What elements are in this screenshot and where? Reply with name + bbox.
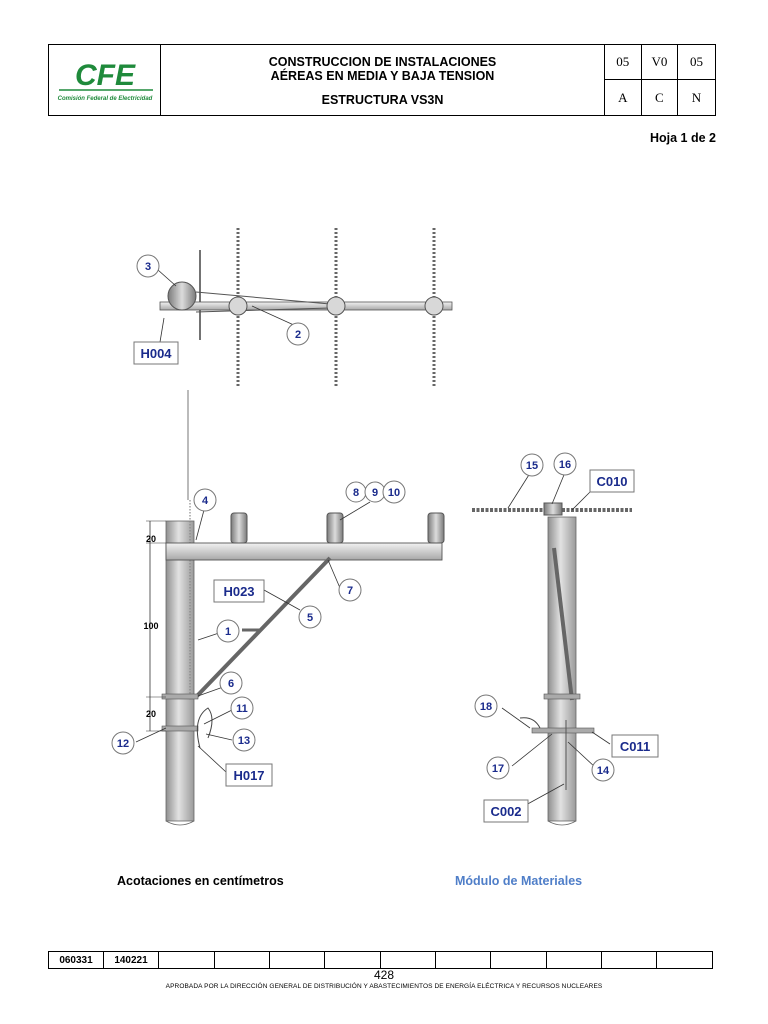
materials-link[interactable]: Módulo de Materiales bbox=[455, 874, 583, 888]
insulator-side-3 bbox=[428, 513, 444, 543]
code-top-1: 05 bbox=[605, 45, 642, 80]
insulator-top-3 bbox=[425, 297, 443, 315]
units-caption: Acotaciones en centímetros bbox=[117, 874, 284, 888]
callout-2 bbox=[287, 323, 309, 345]
revision-cell-6 bbox=[325, 952, 381, 968]
page-number: 428 bbox=[373, 968, 395, 982]
band-lower bbox=[162, 726, 198, 731]
svg-text:H023: H023 bbox=[223, 584, 255, 599]
callout-4 bbox=[194, 489, 216, 511]
svg-text:5: 5 bbox=[306, 612, 314, 624]
code-bottom-1: A bbox=[605, 80, 642, 115]
revision-cell-3 bbox=[159, 952, 215, 968]
callout-8 bbox=[346, 482, 366, 502]
revision-cell-2: 140221 bbox=[104, 952, 159, 968]
callout-7 bbox=[339, 579, 361, 601]
svg-text:7: 7 bbox=[346, 585, 354, 597]
crossarm-side bbox=[166, 543, 442, 560]
callout-1 bbox=[217, 620, 239, 642]
callout-9 bbox=[365, 482, 385, 502]
revision-cell-1: 060331 bbox=[49, 952, 104, 968]
svg-text:14: 14 bbox=[596, 765, 610, 777]
callout-14 bbox=[592, 759, 614, 781]
callout-18 bbox=[475, 695, 497, 717]
insulator-top-1 bbox=[229, 297, 247, 315]
revision-cell-11 bbox=[602, 952, 657, 968]
svg-text:3: 3 bbox=[144, 261, 152, 273]
svg-text:12: 12 bbox=[116, 738, 130, 750]
callout-16 bbox=[554, 453, 576, 475]
pole-top-section bbox=[168, 282, 196, 310]
svg-text:9: 9 bbox=[371, 487, 379, 499]
module-h023 bbox=[214, 580, 264, 602]
band-upper bbox=[162, 694, 198, 699]
svg-text:C010: C010 bbox=[596, 474, 628, 489]
revision-table bbox=[48, 951, 713, 969]
module-c011 bbox=[612, 735, 658, 757]
svg-text:8: 8 bbox=[352, 487, 360, 499]
module-h004 bbox=[134, 342, 178, 364]
svg-text:15: 15 bbox=[525, 460, 539, 472]
ground-connector bbox=[197, 708, 212, 748]
title-line-2: AÉREAS EN MEDIA Y BAJA TENSION bbox=[270, 69, 495, 83]
callout-5 bbox=[299, 606, 321, 628]
svg-text:17: 17 bbox=[491, 763, 505, 775]
callout-17 bbox=[487, 757, 509, 779]
bracket-front bbox=[532, 728, 594, 733]
svg-text:C002: C002 bbox=[490, 804, 522, 819]
module-labels bbox=[134, 342, 658, 822]
callout-12 bbox=[112, 732, 134, 754]
title-line-1: CONSTRUCCION DE INSTALACIONES bbox=[268, 55, 497, 69]
logo-text: CFE bbox=[75, 59, 135, 92]
callout-10 bbox=[383, 481, 405, 503]
dim-100: 100 bbox=[143, 621, 159, 631]
callout-11 bbox=[231, 697, 253, 719]
top-view bbox=[160, 228, 452, 500]
svg-text:18: 18 bbox=[479, 701, 493, 713]
code-top-2: V0 bbox=[642, 45, 679, 80]
module-c010 bbox=[590, 470, 634, 492]
revision-cell-8 bbox=[436, 952, 491, 968]
svg-text:C011: C011 bbox=[619, 739, 651, 754]
revision-cell-10 bbox=[547, 952, 602, 968]
module-c002 bbox=[484, 800, 528, 822]
sheet-number: Hoja 1 de 2 bbox=[650, 131, 716, 145]
side-view bbox=[143, 500, 444, 825]
insulator-side-1 bbox=[231, 513, 247, 543]
band-front-upper bbox=[544, 694, 580, 699]
callout-6 bbox=[220, 672, 242, 694]
logo-subtitle: Comisión Federal de Electricidad bbox=[57, 96, 153, 102]
code-top-3: 05 bbox=[678, 45, 715, 80]
callout-15 bbox=[521, 454, 543, 476]
revision-cell-5 bbox=[270, 952, 325, 968]
svg-text:13: 13 bbox=[237, 735, 251, 747]
svg-text:11: 11 bbox=[236, 703, 248, 715]
svg-text:10: 10 bbox=[387, 487, 401, 499]
revision-cell-4 bbox=[215, 952, 270, 968]
pole-front bbox=[548, 517, 576, 821]
svg-text:16: 16 bbox=[558, 459, 572, 471]
revision-cell-12 bbox=[657, 952, 712, 968]
dim-20-bottom: 20 bbox=[145, 709, 157, 719]
svg-text:H004: H004 bbox=[140, 346, 172, 361]
title-line-3: ESTRUCTURA VS3N bbox=[321, 93, 444, 107]
callout-3 bbox=[137, 255, 159, 277]
svg-text:6: 6 bbox=[227, 678, 235, 690]
approval-note: APROBADA POR LA DIRECCIÓN GENERAL DE DISTRIBUCIÓN Y ABASTECIMIENTOS DE ENERGÍA ELÉCTRICA Y RECURSOS NUCLEARES bbox=[165, 983, 603, 990]
insulator-top-2 bbox=[327, 297, 345, 315]
module-h017 bbox=[226, 764, 272, 786]
svg-text:2: 2 bbox=[294, 329, 302, 341]
revision-cell-9 bbox=[491, 952, 547, 968]
code-bottom-2: C bbox=[642, 80, 679, 115]
svg-text:1: 1 bbox=[224, 626, 232, 638]
svg-text:4: 4 bbox=[201, 495, 209, 507]
svg-text:H017: H017 bbox=[233, 768, 265, 783]
dim-20-top: 20 bbox=[145, 534, 157, 544]
code-bottom-3: N bbox=[691, 89, 702, 105]
insulator-side-2 bbox=[327, 513, 343, 543]
callout-13 bbox=[233, 729, 255, 751]
pin-insulator-front bbox=[544, 503, 562, 515]
revision-cell-7 bbox=[381, 952, 436, 968]
